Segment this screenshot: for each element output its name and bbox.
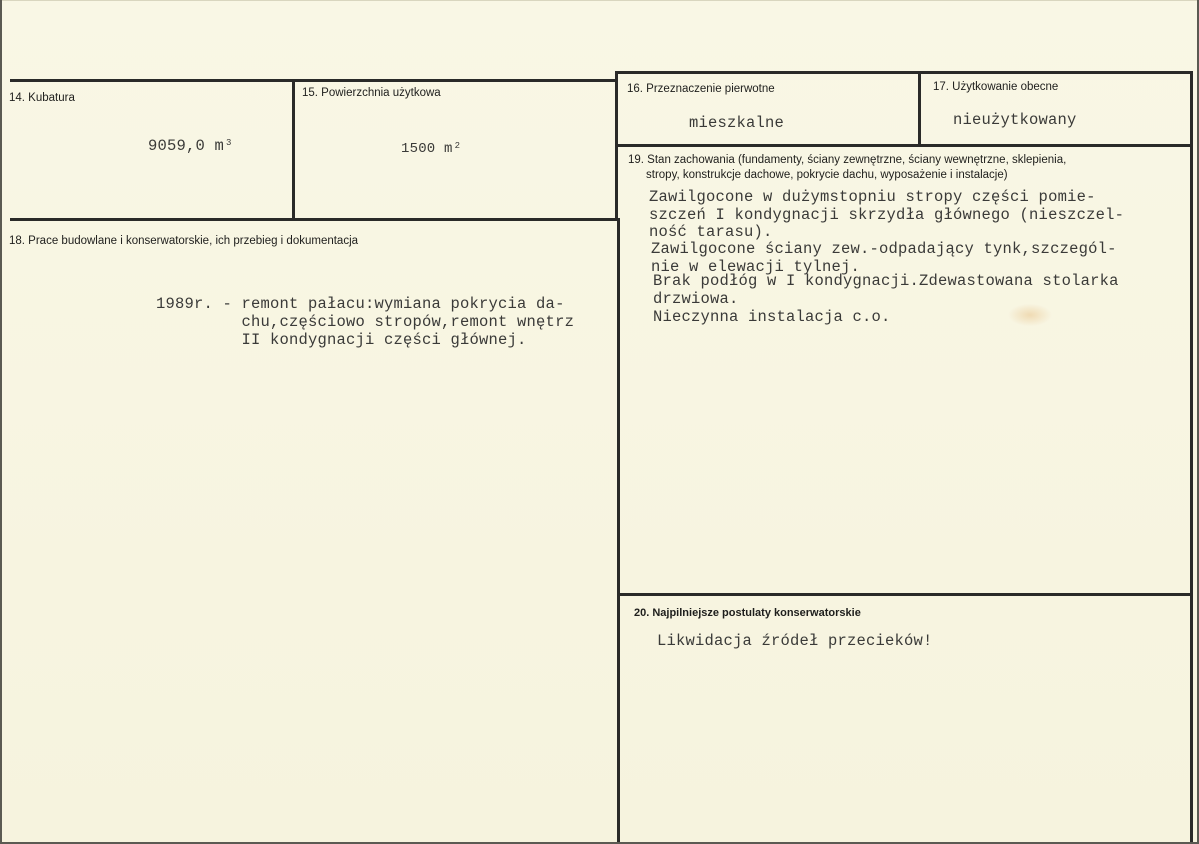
field-18-line: 1989r. - remont pałacu:wymiana pokrycia da- xyxy=(156,295,565,313)
field-19-line: Brak podłóg w I kondygnacji.Zdewastowana stolarka xyxy=(653,272,1119,290)
rule-top-right xyxy=(615,71,1193,74)
field-19-line: Nieczynna instalacja c.o. xyxy=(653,308,891,326)
field-14-unit-sup: 3 xyxy=(226,138,232,148)
field-14-label: 14. Kubatura xyxy=(9,92,75,104)
field-19-line: szczeń I kondygnacji skrzydła głównego (nieszczel- xyxy=(649,206,1125,224)
rule-right-top-boxes xyxy=(617,144,1193,147)
rule-v-14-15 xyxy=(292,79,295,221)
rule-top-left xyxy=(10,79,615,82)
field-15-value-text: 1500 m xyxy=(401,141,453,157)
field-19-line: Zawilgocone ściany zew.-odpadający tynk,szczegól- xyxy=(651,240,1117,258)
rule-left-mid xyxy=(10,218,615,221)
field-14-value xyxy=(148,138,232,156)
rule-v-center-lower xyxy=(617,218,620,842)
field-15-label: 15. Powierzchnia użytkowa xyxy=(302,87,441,99)
field-19-line: Zawilgocone w dużymstopniu stropy części pomie- xyxy=(649,188,1096,206)
field-20-value: Likwidacja źródeł przecieków! xyxy=(657,632,933,650)
field-19-line: drzwiowa. xyxy=(653,290,739,308)
field-19-line: ność tarasu). xyxy=(649,223,773,241)
field-14-value-text: 9059,0 m xyxy=(148,137,225,155)
field-17-label: 17. Użytkowanie obecne xyxy=(933,81,1059,93)
field-17-value: nieużytkowany xyxy=(953,111,1077,129)
rule-v-right xyxy=(1190,71,1193,842)
card-edge-top xyxy=(0,0,1199,1)
field-19-label-line2: stropy, konstrukcje dachowe, pokrycie dachu, wyposażenie i instalacje) xyxy=(646,169,1008,181)
field-16-label: 16. Przeznaczenie pierwotne xyxy=(627,83,775,95)
field-19-label-line1: 19. Stan zachowania (fundamenty, ściany zewnętrzne, ściany wewnętrzne, sklepienia, xyxy=(628,154,1067,166)
field-18-line: chu,częściowo stropów,remont wnętrz xyxy=(156,313,575,331)
field-15-value xyxy=(401,141,460,159)
rule-v-center xyxy=(615,71,618,221)
rule-v-16-17 xyxy=(918,71,921,147)
field-15-unit-sup: 2 xyxy=(454,141,461,151)
field-20-label: 20. Najpilniejsze postulaty konserwatorskie xyxy=(634,607,861,619)
field-16-value: mieszkalne xyxy=(689,114,785,132)
field-19-line: nie w elewacji tylnej. xyxy=(651,258,861,276)
rule-right-lower xyxy=(620,593,1193,596)
field-18-label: 18. Prace budowlane i konserwatorskie, ich przebieg i dokumentacja xyxy=(9,235,359,247)
card-edge-left xyxy=(0,0,2,844)
field-18-line: II kondygnacji części głównej. xyxy=(156,331,527,349)
